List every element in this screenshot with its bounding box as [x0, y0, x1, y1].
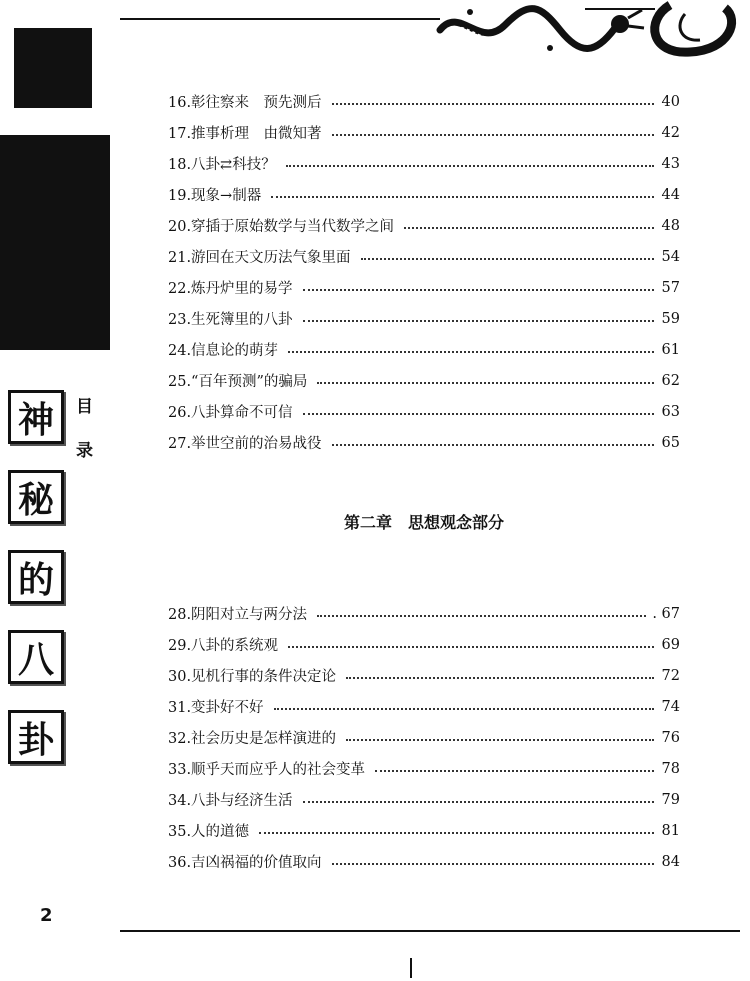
toc-entry[interactable] [168, 722, 680, 753]
toc-entry-page: 42 [661, 124, 680, 141]
toc-entry-title: 28.阴阳对立与两分法 [168, 607, 308, 623]
toc-entry-title: 25.“百年预测”的骗局 [168, 374, 308, 390]
toc-list-part-1 [168, 86, 680, 458]
title-char-tile: 神 [8, 390, 64, 444]
leader-dots [303, 289, 654, 291]
leader-dots [332, 103, 654, 105]
toc-entry[interactable] [168, 334, 680, 365]
toc-entry-page: 62 [661, 372, 680, 389]
toc-entry[interactable] [168, 691, 680, 722]
toc-entry-page: . 67 [652, 605, 680, 622]
toc-entry[interactable] [168, 117, 680, 148]
toc-entry-page: 40 [661, 93, 680, 110]
top-rule [120, 18, 440, 20]
leader-dots [303, 801, 654, 803]
leader-dots [375, 770, 654, 772]
leader-dots [288, 351, 654, 353]
toc-entry-title: 31.变卦好不好 [168, 700, 264, 716]
decorative-black-block-top [14, 28, 92, 108]
contents-label-mu: 目 [76, 397, 93, 417]
title-char-tile: 秘 [8, 470, 64, 524]
dragon-ornament-icon [430, 0, 750, 60]
toc-entry-page: 76 [661, 729, 680, 746]
gutter-mark [410, 958, 412, 978]
toc-entry[interactable] [168, 210, 680, 241]
toc-entry-title: 33.顺乎天而应乎人的社会变革 [168, 762, 366, 778]
toc-entry-title: 26.八卦算命不可信 [168, 405, 293, 421]
leader-dots [317, 382, 654, 384]
toc-entry[interactable] [168, 272, 680, 303]
toc-entry[interactable] [168, 86, 680, 117]
toc-entry[interactable] [168, 846, 680, 877]
leader-dots [288, 646, 654, 648]
toc-entry-page: 43 [661, 155, 680, 172]
toc-entry-page: 84 [661, 853, 680, 870]
decorative-black-block [0, 135, 110, 350]
toc-entry-title: 32.社会历史是怎样演进的 [168, 731, 337, 747]
toc-entry-title: 34.八卦与经济生活 [168, 793, 293, 809]
toc-entry-page: 74 [661, 698, 680, 715]
leader-dots [404, 227, 654, 229]
toc-entry-page: 54 [661, 248, 680, 265]
toc-entry-page: 57 [661, 279, 680, 296]
leader-dots [346, 677, 654, 679]
toc-entry-title: 35.人的道德 [168, 824, 250, 840]
toc-entry[interactable] [168, 241, 680, 272]
toc-entry-page: 81 [661, 822, 680, 839]
title-char-tile: 的 [8, 550, 64, 604]
toc-entry-title: 36.吉凶祸福的价值取向 [168, 855, 322, 871]
toc-entry[interactable] [168, 148, 680, 179]
toc-entry[interactable] [168, 303, 680, 334]
toc-entry-title: 24.信息论的萌芽 [168, 343, 279, 359]
toc-entry-title: 23.生死簿里的八卦 [168, 312, 293, 328]
toc-entry[interactable] [168, 365, 680, 396]
toc-entry-title: 21.游回在天文历法气象里面 [168, 250, 351, 266]
toc-entry-title: 19.现象→制器 [168, 188, 262, 204]
toc-list-part-2 [168, 598, 680, 877]
toc-entry-title: 20.穿插于原始数学与当代数学之间 [168, 219, 395, 235]
toc-entry[interactable] [168, 396, 680, 427]
leader-dots [361, 258, 654, 260]
vertical-book-title [8, 390, 68, 790]
toc-entry-title: 17.推事析理 由微知著 [168, 126, 322, 142]
leader-dots [271, 196, 654, 198]
leader-dots [317, 615, 646, 617]
toc-entry[interactable] [168, 598, 680, 629]
toc-entry-page: 72 [661, 667, 680, 684]
toc-entry-page: 44 [661, 186, 680, 203]
leader-dots [303, 320, 654, 322]
toc-entry[interactable] [168, 179, 680, 210]
title-char-tile: 八 [8, 630, 64, 684]
toc-entry[interactable] [168, 427, 680, 458]
toc-entry[interactable] [168, 815, 680, 846]
leader-dots [332, 134, 654, 136]
leader-dots [286, 165, 654, 167]
chapter-heading: 第二章 思想观念部分 [343, 513, 504, 532]
leader-dots [332, 863, 654, 865]
toc-entry-title: 16.彰往察来 预先测后 [168, 95, 322, 111]
bottom-rule [120, 930, 740, 932]
toc-entry-page: 69 [661, 636, 680, 653]
toc-entry-page: 48 [661, 217, 680, 234]
toc-entry[interactable] [168, 629, 680, 660]
toc-entry-title: 22.炼丹炉里的易学 [168, 281, 293, 297]
toc-entry-title: 18.八卦⇄科技？ [168, 157, 276, 173]
toc-entry[interactable] [168, 660, 680, 691]
toc-entry-title: 27.举世空前的治易战役 [168, 436, 322, 452]
toc-entry-title: 30.见机行事的条件决定论 [168, 669, 337, 685]
leader-dots [259, 832, 654, 834]
leader-dots [346, 739, 654, 741]
toc-entry[interactable] [168, 753, 680, 784]
leader-dots [303, 413, 654, 415]
toc-entry[interactable] [168, 784, 680, 815]
toc-entry-page: 78 [661, 760, 680, 777]
contents-label-lu: 录 [76, 441, 93, 461]
toc-entry-page: 79 [661, 791, 680, 808]
toc-entry-page: 63 [661, 403, 680, 420]
toc-entry-page: 59 [661, 310, 680, 327]
toc-entry-title: 29.八卦的系统观 [168, 638, 279, 654]
toc-entry-page: 65 [661, 434, 680, 451]
page-number: 2 [40, 905, 53, 926]
toc-entry-page: 61 [661, 341, 680, 358]
title-char-tile: 卦 [8, 710, 64, 764]
leader-dots [332, 444, 654, 446]
leader-dots [274, 708, 654, 710]
